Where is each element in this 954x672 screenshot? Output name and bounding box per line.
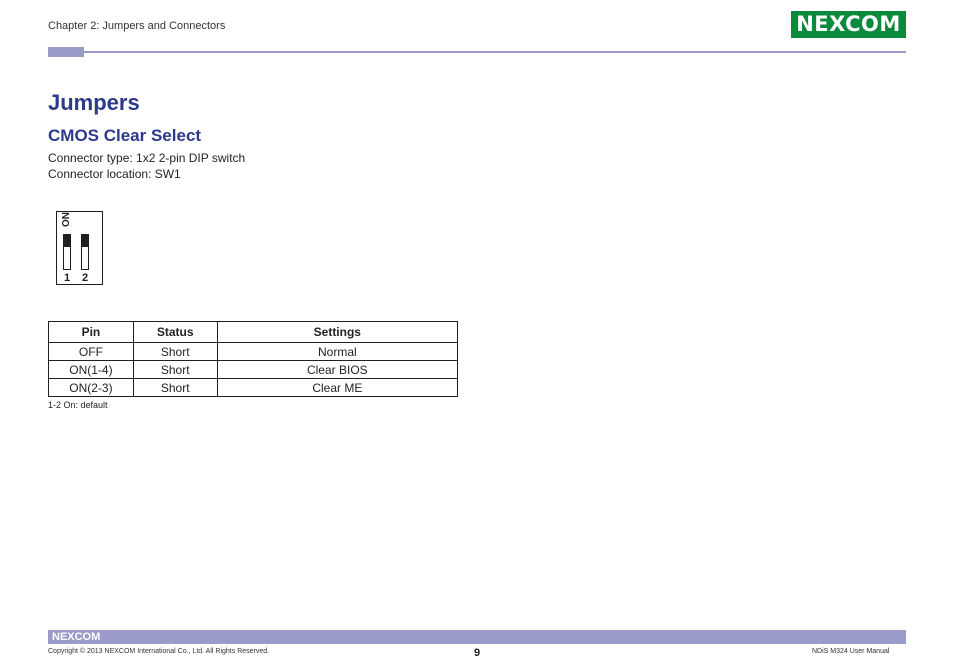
cell-settings: Clear BIOS	[217, 361, 457, 379]
pin-settings-table	[48, 321, 458, 397]
dip-switch-2	[81, 234, 89, 270]
footer-square-decoration	[898, 638, 906, 644]
table-header-row	[49, 322, 458, 343]
dip-pin-label-1: 1	[64, 272, 71, 284]
section-subtitle: CMOS Clear Select	[48, 126, 202, 145]
column-header-status: Status	[133, 322, 217, 343]
cell-status: Short	[133, 343, 217, 361]
cell-settings: Clear ME	[217, 379, 457, 397]
cell-status: Short	[133, 361, 217, 379]
page-title: Jumpers	[48, 90, 140, 115]
page-number: 9	[474, 647, 481, 659]
table-row	[49, 343, 458, 361]
dip-pin-label-2: 2	[82, 272, 89, 284]
table-row	[49, 379, 458, 397]
column-header-settings: Settings	[217, 322, 457, 343]
manual-name: NDiS M324 User Manual	[812, 648, 890, 655]
footer-logo: NEXCOM	[52, 631, 101, 643]
dip-knob-1	[64, 235, 70, 247]
dip-knob-2	[82, 235, 88, 247]
footer-square-decoration	[890, 638, 897, 644]
cell-pin: ON(2-3)	[49, 379, 134, 397]
dip-switch-diagram	[56, 211, 103, 285]
header-accent-bar	[48, 47, 84, 57]
cell-status: Short	[133, 379, 217, 397]
cell-settings: Normal	[217, 343, 457, 361]
chapter-header: Chapter 2: Jumpers and Connectors	[48, 20, 226, 32]
footer-square-decoration	[890, 630, 897, 637]
connector-location: Connector location: SW1	[48, 167, 181, 181]
connector-type: Connector type: 1x2 2-pin DIP switch	[48, 151, 246, 165]
cell-pin: ON(1-4)	[49, 361, 134, 379]
logo-text: NEXCOM	[796, 12, 901, 36]
footer-bar	[48, 630, 906, 644]
cell-pin: OFF	[49, 343, 134, 361]
dip-on-label: ON	[61, 212, 72, 227]
copyright-text: Copyright © 2013 NEXCOM International Co., Ltd. All Rights Reserved.	[48, 648, 270, 655]
dip-switch-1	[63, 234, 71, 270]
header-divider	[84, 51, 906, 53]
table-row	[49, 361, 458, 379]
nexcom-logo	[791, 11, 906, 38]
default-note: 1-2 On: default	[48, 400, 108, 410]
column-header-pin: Pin	[49, 322, 134, 343]
